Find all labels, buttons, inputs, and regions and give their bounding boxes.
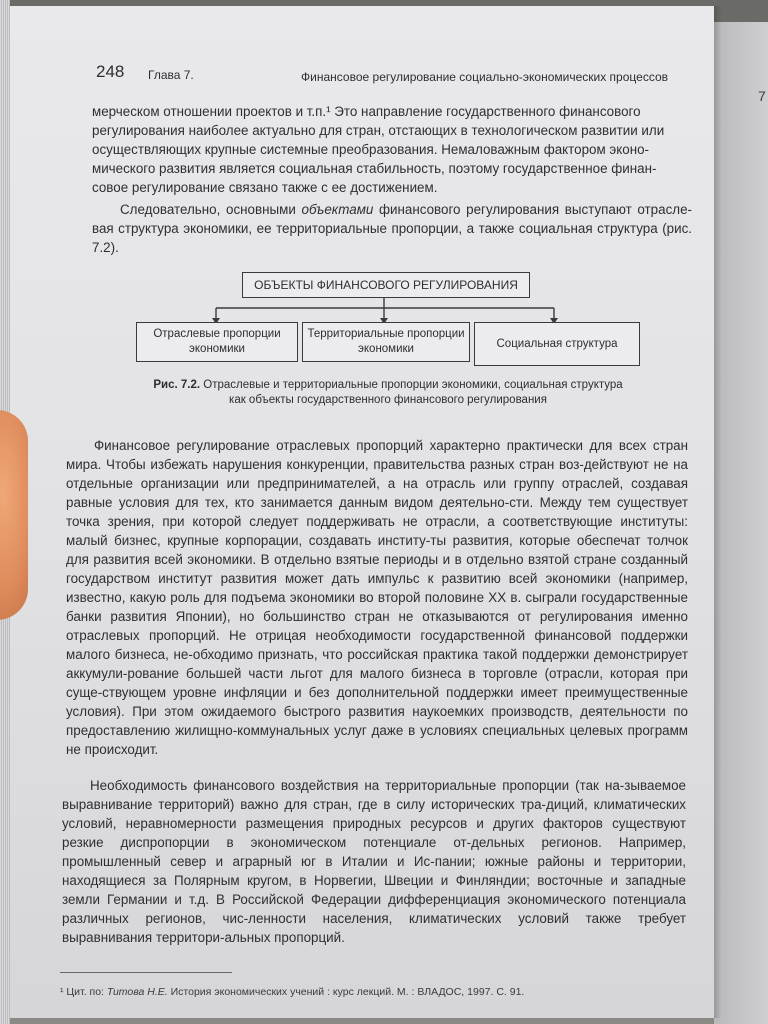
book-page [8, 6, 714, 1018]
page-number: 248 [96, 62, 125, 81]
book-gutter-shadow [714, 6, 722, 1018]
footnote [60, 986, 524, 998]
para2-emphasis: объектами [301, 202, 374, 217]
page-header [96, 60, 676, 84]
footnote-divider [60, 972, 232, 973]
intro-line: совое регулирование связано также с ее достижением. [92, 180, 438, 195]
next-page-edge [714, 22, 768, 1024]
holding-finger [0, 410, 28, 620]
next-page-number-fragment: 7 [758, 88, 766, 104]
sectoral-paragraph [66, 436, 688, 759]
para2-text-end: финансового регулирования выступают отрасле-вая структура экономики, ее территориальные пропорции, а также социальная структура (рис. 7.2). [92, 202, 692, 255]
territorial-paragraph [62, 776, 686, 947]
para3-text: Финансовое регулирование отраслевых пропорций характерно практически для всех стран мира. Чтобы избежать нарушения конкуренции, правительства разных стран воз-действуют не на отдельные организации или предпринимателей, а на отрасль или группу отраслей, создавая равные условия для тех, кто занимается данным видом деятельно-сти. Между тем существует точка зрения, при которой следует поддерживать не отрасли, а соответствующие институты: малый бизнес, крупные корпорации, создавать институ-ты развития, которые обеспечат толчок для развития всей экономики. В отдельно взятые периоды и в отдельно взятой стране созданный государством институт развития может дать импульс к развитию всей экономики (например, известно, какую роль для подъема экономики во второй половине XX в. сыграли государственные банки развития Японии), но большинство стран не отказываются от регулирования именно отраслевых пропорций. Не отрицая необходимости государственной финансовой поддержки малого бизнеса, не-обходимо признать, что российская практика такой поддержки демонстрирует аккумули-рование большей части льгот для малого бизнеса в торговле (отрасли, которая при суще-ствующем уровне инфляции и без дополнительной поддержки имеет преимущественные условия). При этом ожидаемого быстрого развития наукоемких производств, деятельности по предоставлению жилищно-коммунальных услуг даже в условиях специальных целевых программ не происходит. [66, 438, 688, 757]
footnote-source: История экономических учений : курс лекций. М. : ВЛАДОС, 1997. С. 91. [167, 986, 525, 998]
diagram-top-box: ОБЪЕКТЫ ФИНАНСОВОГО РЕГУЛИРОВАНИЯ [242, 272, 530, 298]
para2-text-start: Следовательно, основными [120, 202, 302, 217]
intro-line: мического развития является социальная стабильность, поэтому государственное финан- [92, 161, 657, 176]
intro-paragraph [92, 102, 692, 197]
footnote-prefix: Цит. по: [63, 986, 107, 998]
caption-text: Отраслевые и территориальные пропорции экономики, социальная структура как объекты государственного финансового регулирования [203, 379, 623, 406]
footnote-author: Титова Н.Е. [106, 986, 168, 998]
objects-paragraph [92, 200, 692, 257]
caption-label: Рис. 7.2. [153, 379, 201, 391]
chapter-label: Глава 7. [148, 68, 194, 82]
intro-line: регулирования наиболее актуально для стран, отстающих в технологическом развитии или [92, 123, 665, 138]
intro-line: мерческом отношении проектов и т.п.¹ Это направление государственного финансового [92, 104, 641, 119]
para4-text: Необходимость финансового воздействия на территориальные пропорции (так на-зываемое выравнивание территорий) важно для стран, где в силу исторических тра-диций, климатических условий, неравномерности размещения природных ресурсов и других факторов существуют резкие диспропорции в экономическом потенциале от-дельных регионов. Например, промышленный север и аграрный юг в Италии и Ис-пании; южные районы и территории, находящиеся за Полярным кругом, в Норвегии, Швеции и Финляндии; восточные и западные земли Германии и т.д. В Российской Федерации дифференциация экономического потенциала различных регионов, чис-ленности населения, климатических условий также требует выравнивания территори-альных пропорций. [62, 778, 686, 945]
diagram-box-territorial: Территориальные пропорции экономики [302, 322, 470, 362]
figure-caption [148, 378, 628, 408]
intro-line: осуществляющих крупные системные преобразования. Немаловажным фактором эконо- [92, 142, 650, 157]
running-title: Финансовое регулирование социально-экономических процессов [301, 70, 668, 84]
diagram-box-social: Социальная структура [474, 322, 640, 366]
diagram-box-sectoral: Отраслевые пропорции экономики [136, 322, 298, 362]
footnote-marker: ¹ [60, 986, 64, 998]
